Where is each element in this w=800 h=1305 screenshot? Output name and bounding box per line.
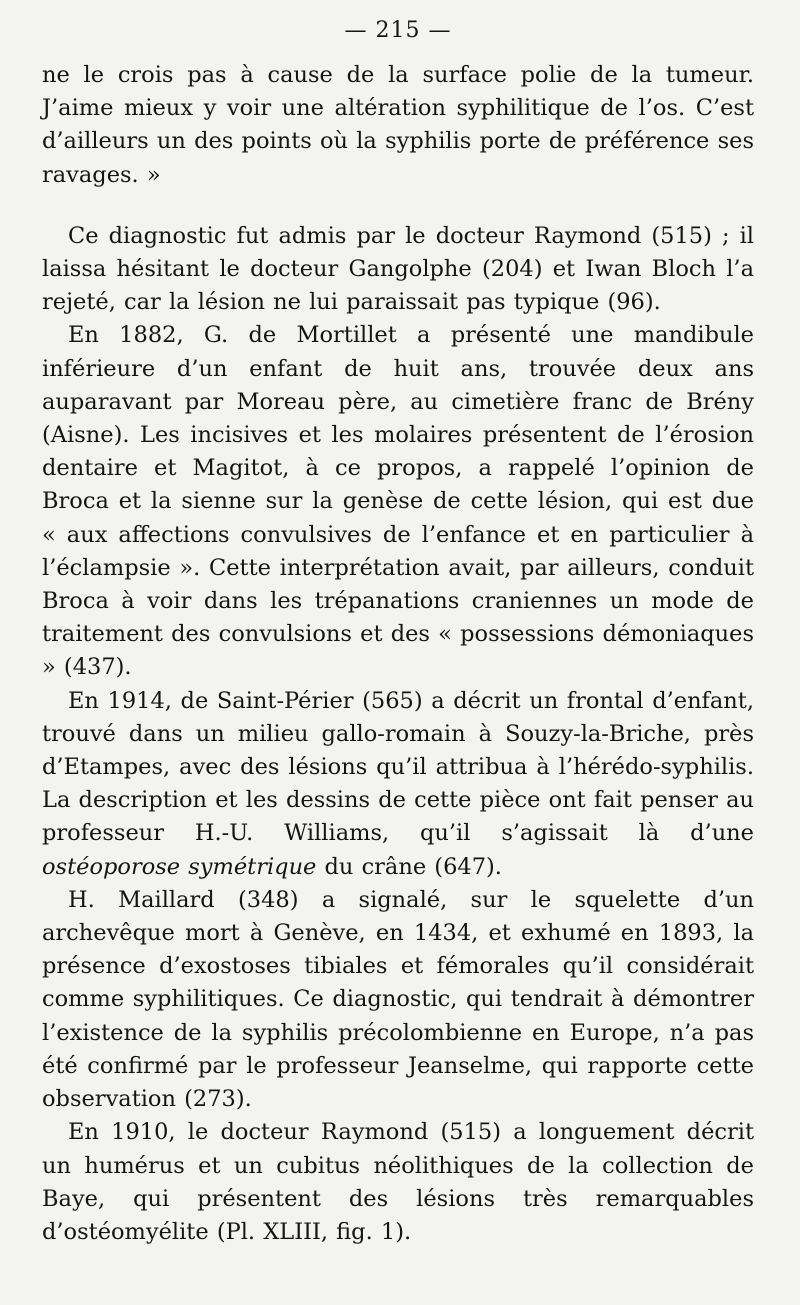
italic-term: ostéoporose symétrique — [42, 853, 317, 880]
paragraph-text-after: du crâne (647). — [316, 853, 502, 880]
paragraph-mortillet-1882: En 1882, G. de Mortillet a présenté une mandibule inférieure d’un enfant de huit ans, trouvée deux ans auparavant par Moreau père, au cimetière franc de Brény (Aisne). Les incisives et les molaires présentent de l’érosion dentaire et Magitot, à ce propos, a rappelé l’opinion de Broca et la sienne sur la genèse de cette lésion, qui est due « aux affections convulsives de l’enfance et en particulier à l’éclampsie ». Cette interprétation avait, par ailleurs, conduit Broca à voir dans les trépanations craniennes un mode de traitement des convulsions et des « possessions démoniaques » (437). — [42, 322, 754, 681]
paragraph-continuation: ne le crois pas à cause de la surface polie de la tumeur. J’aime mieux y voir une altération syphilitique de l’os. C’est d’ailleurs un des points où la syphilis porte de préférence ses ravages. » — [42, 62, 754, 188]
paragraph-maillard: H. Maillard (348) a signalé, sur le squelette d’un archevêque mort à Genève, en 1434, et exhumé en 1893, la présence d’exostoses tibiales et fémorales qu’il considérait comme syphilitiques. Ce diagnostic, qui tendrait à démontrer l’existence de la syphilis précolombienne en Europe, n’a pas été confirmé par le professeur Jeanselme, qui rapporte cette observation (273). — [42, 886, 754, 1113]
paragraph-raymond-1910: En 1910, le docteur Raymond (515) a longuement décrit un humérus et un cubitus néolithiques de la collection de Baye, qui présentent des lésions très remarquables d’ostéomyélite (Pl. XLIII, fig. 1). — [42, 1119, 754, 1245]
paragraph-text-before: En 1914, de Saint-Périer (565) a décrit un frontal d’enfant, trouvé dans un milieu gallo-romain à Souzy-la-Briche, près d’Etampes, avec des lésions qu’il attribua à l’hérédo-syphilis. La description et les dessins de cette pièce ont fait penser au professeur H.-U. Williams, qu’il s’agissait là d’une — [42, 687, 754, 847]
paragraph-raymond-diagnostic: Ce diagnostic fut admis par le docteur Raymond (515) ; il laissa hésitant le docteur Gangolphe (204) et Iwan Bloch l’a rejeté, car la lésion ne lui paraissait pas typique (96). — [42, 222, 754, 316]
page-number: — 215 — — [344, 18, 452, 43]
paragraph-saint-perier-1914 — [42, 685, 754, 884]
